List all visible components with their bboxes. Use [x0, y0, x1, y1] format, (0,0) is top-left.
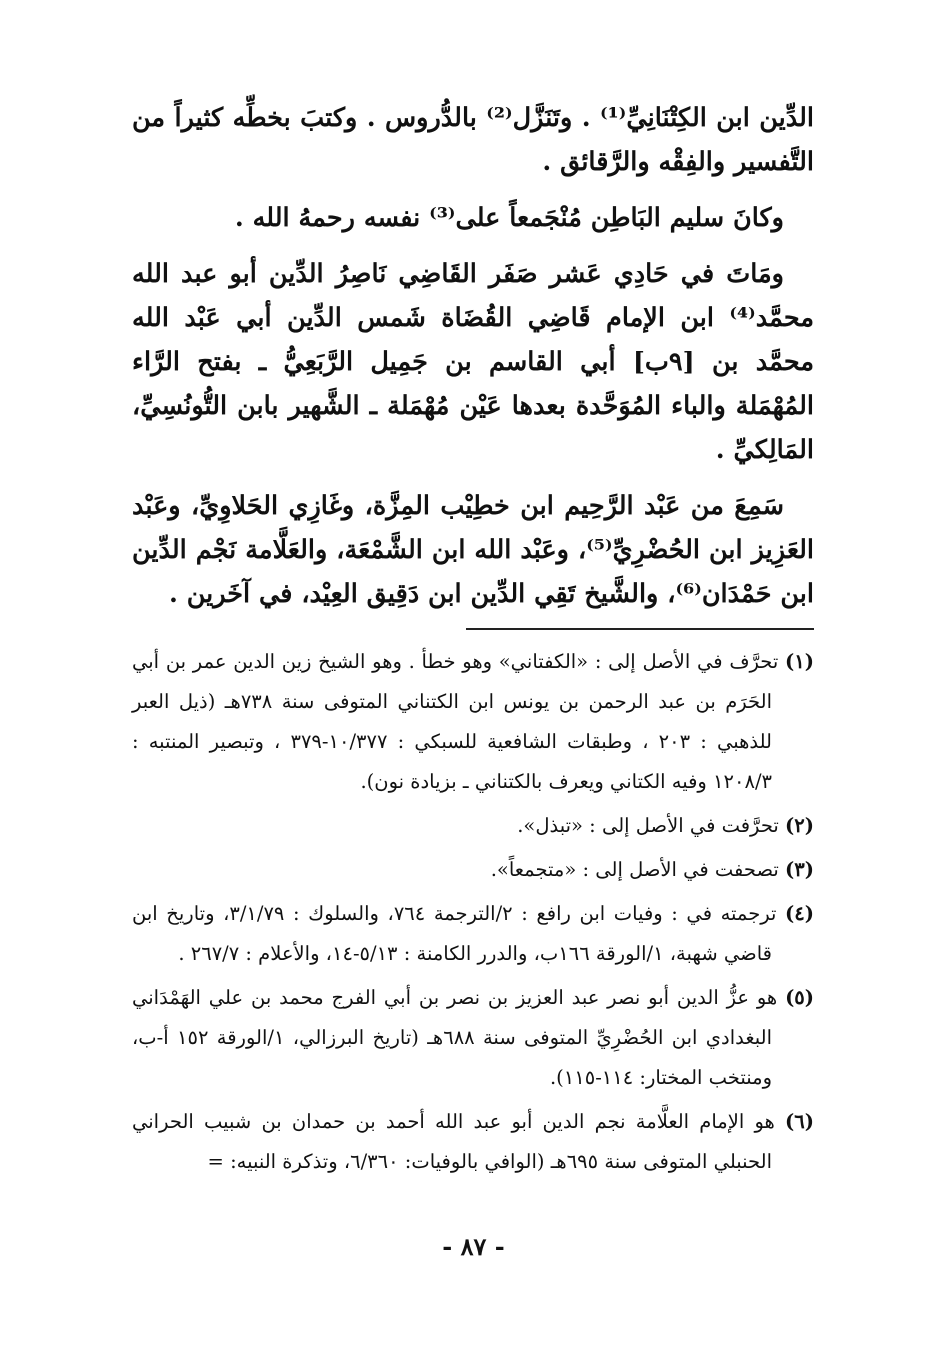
footnote-number: (٢)	[785, 814, 814, 837]
footnote	[132, 1102, 814, 1182]
paragraph-2: وكانَ سليم البَاطِن مُنْجَمعاً على⁽³⁾ نفسه رحمهُ الله .	[234, 203, 784, 233]
footnote-number: (٥)	[785, 986, 815, 1009]
footnote-text: تحرَّف في الأصل إلى : «الكفتاني» وهو خطأ . وهو الشيخ زين الدين عمر بن أبي الحَرَم بن عبد الرحمن بن يونس ابن الكتناني المتوفى سنة ٧٣٨هـ (ذيل العبر للذهبي : ٢٠٣ ، وطبقات الشافعية للسبكي : ١٠/٣٧٧-٣٧٩ ، وتبصير المنتبه : ١٢٠٨/٣ وفيه الكتاني ويعرف بالكتناني ـ بزيادة نون).	[132, 650, 779, 793]
main-text	[132, 96, 814, 616]
footnote-number: (٤)	[785, 902, 814, 925]
footnote	[132, 806, 814, 846]
footnote-text: تحرَّفت في الأصل إلى : «تبذل».	[517, 814, 779, 837]
footnote	[132, 978, 814, 1098]
footnote-number: (٣)	[785, 858, 814, 881]
footnote-text: تصحفت في الأصل إلى : «متجمعاً».	[490, 858, 779, 881]
paragraph-1: الدِّين ابن الكِتْنَانِيِّ⁽¹⁾ . وتَنَزَّل⁽²⁾ بالدُّروس . وكتبَ بخطِّه كثيراً من التَّفسير والفِقْه والرَّقائق .	[132, 103, 815, 177]
footnote-number: (٦)	[785, 1110, 814, 1133]
footnote-text: هو عزُّ الدين أبو نصر عبد العزيز بن نصر بن أبي الفرج محمد بن علي الهَمْدَاني البغدادي ابن الحُضْرِيِّ المتوفى سنة ٦٨٨هـ (تاريخ البرزالي، ١/الورقة ١٥٢ أ-ب، ومنتخب المختار: ١١٤-١١٥).	[132, 986, 778, 1089]
footnote	[132, 850, 814, 890]
page-number: - ٨٧ -	[442, 1232, 505, 1261]
footnote-number: (١)	[785, 650, 814, 673]
page-body	[132, 96, 814, 1186]
footnote-text: هو الإمام العلَّامة نجم الدين أبو عبد الله أحمد بن حمدان بن شبيب الحراني الحنبلي المتوفى سنة ٦٩٥هـ (الوافي بالوفيات: ٦/٣٦٠، وتذكرة النبيه: =	[132, 1110, 775, 1173]
footnotes	[132, 642, 814, 1182]
paragraph-4: سَمِعَ من عَبْد الرَّحِيم ابن خطِيْب المِزَّة، وغَازِي الحَلاوِيِّ، وعَبْد العَزِيز ابن الحُضْرِيِّ⁽⁵⁾، وعَبْد الله ابن الشَّمْعَة، والعَلَّامة نَجْم الدِّين ابن حَمْدَان⁽⁶⁾، والشَّيخ تَقِي الدِّين ابن دَقِيق العِيْد، في آخَرين .	[132, 491, 814, 609]
footnote-separator	[466, 628, 814, 630]
paragraph-3: ومَاتَ في حَادِي عَشر صَفَر القَاضِي نَاصِرُ الدِّين أبو عبد الله محمَّد⁽⁴⁾ ابن الإمام قَاضِي القُضَاة شَمس الدِّين أبي عَبْد الله محمَّد بن [٩ب] أبي القاسم بن جَمِيل الرَّبَعِيُّ ـ بفتح الرَّاء المُهْمَلة والباء المُوَحَّدة بعدها عَيْن مُهْمَلة ـ الشَّهير بابن التُّونُسِيِّ، المَالِكيِّ .	[132, 259, 815, 465]
footnote	[132, 894, 814, 974]
footnote	[132, 642, 814, 802]
footnote-text: ترجمته في : وفيات ابن رافع : ٢/الترجمة ٧٦٤، والسلوك : ٣/١/٧٩، وتاريخ ابن قاضي شهبة، ١/الورقة ١٦٦ب، والدرر الكامنة : ٥/١٣-١٤، والأعلام : ٢٦٧/٧ .	[132, 902, 777, 965]
